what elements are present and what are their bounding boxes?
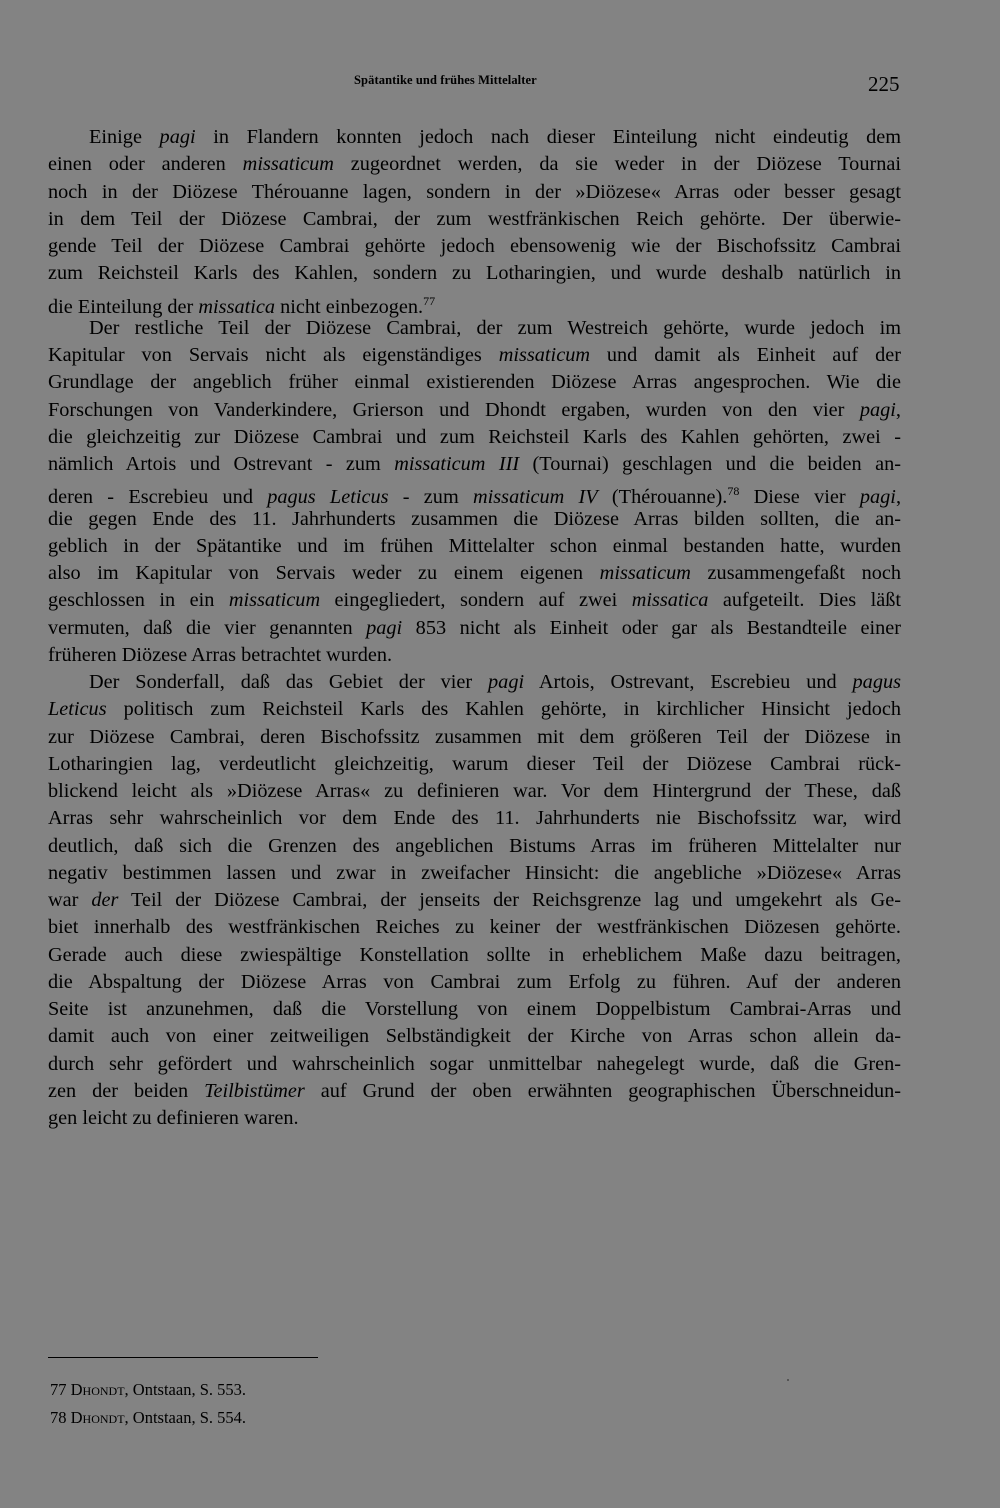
text-line bbox=[48, 315, 901, 342]
text-span: zum Reichsteil Karls des Kahlen, sondern zu Lotharingien, und wurde deshalb natürlich in bbox=[48, 262, 901, 285]
italic-term: missaticum bbox=[228, 589, 321, 612]
text-line bbox=[48, 669, 901, 696]
text-span: eingegliedert, sondern auf zwei bbox=[320, 589, 632, 612]
text-line bbox=[48, 506, 901, 533]
text-line bbox=[48, 124, 901, 151]
text-span: die Einteilung der bbox=[48, 295, 199, 318]
text-span: zugeordnet werden, da sie weder in der Diözese Tournai bbox=[333, 153, 901, 176]
italic-term: pagi bbox=[159, 126, 196, 148]
footnote-source: , Ontstaan, S. 554. bbox=[124, 1408, 247, 1427]
text-line bbox=[48, 424, 901, 451]
italic-term: pagus Leticus bbox=[267, 486, 389, 509]
footnotes bbox=[50, 1376, 246, 1432]
text-span: zusammengefaßt noch bbox=[690, 562, 902, 584]
text-span: deren - Escrebieu und bbox=[48, 486, 268, 509]
text-span: einen oder anderen bbox=[48, 153, 243, 176]
text-line bbox=[48, 860, 901, 887]
text-line bbox=[48, 696, 901, 723]
text-line bbox=[48, 533, 901, 560]
text-span: auf Grund der oben erwähnten geographischen Überschneidun- bbox=[304, 1079, 902, 1102]
italic-term: missaticum bbox=[498, 344, 590, 366]
text-line bbox=[48, 642, 901, 669]
text-span: biet innerhalb des westfränkischen Reiches zu keiner der westfränkischen Diözesen gehörte. bbox=[48, 916, 901, 939]
text-line bbox=[48, 724, 901, 751]
text-span: Seite ist anzunehmen, daß die Vorstellung von einem Doppelbistum Cambrai-Arras und bbox=[48, 998, 901, 1020]
text-line bbox=[48, 778, 901, 805]
italic-term: missatica bbox=[198, 295, 276, 318]
text-span: zur Diözese Cambrai, deren Bischofssitz zusammen mit dem größeren Teil der Diözese in bbox=[48, 725, 901, 748]
text-span: geblich in der Spätantike und im frühen Mittelalter schon einmal bestanden hatte, wurden bbox=[48, 534, 901, 557]
italic-term: pagi bbox=[859, 486, 896, 509]
footnote-author: Dhondt bbox=[70, 1408, 125, 1427]
text-span: nämlich Artois und Ostrevant - zum bbox=[48, 453, 395, 475]
text-span: 853 nicht als Einheit oder gar als Bestandteile einer bbox=[402, 616, 901, 639]
text-line bbox=[48, 996, 901, 1023]
text-line bbox=[48, 451, 901, 478]
text-span: vermuten, daß die vier genannten bbox=[48, 616, 367, 639]
text-span: , bbox=[895, 398, 901, 421]
italic-term: missatica bbox=[631, 589, 709, 612]
footnote-ref: 78 bbox=[727, 484, 740, 499]
text-span: früheren Diözese Arras betrachtet wurden. bbox=[48, 643, 393, 666]
italic-term: pagus bbox=[852, 671, 901, 693]
footnote-number: 78 bbox=[50, 1408, 67, 1427]
text-line bbox=[48, 587, 901, 614]
text-span: in dem Teil der Diözese Cambrai, der zum westfränkischen Reich gehörte. Der überwie- bbox=[48, 207, 901, 230]
text-span: - zum bbox=[388, 486, 473, 509]
text-line bbox=[48, 969, 901, 996]
italic-term: Teilbistümer bbox=[204, 1079, 305, 1102]
italic-term: pagi bbox=[859, 398, 896, 421]
text-span: Arras sehr wahrscheinlich vor dem Ende des 11. Jahrhunderts nie Bischofssitz war, wird bbox=[48, 807, 901, 830]
footnote-source: , Ontstaan, S. 553. bbox=[124, 1380, 247, 1399]
italic-term: Leticus bbox=[48, 698, 107, 721]
text-line bbox=[48, 151, 901, 178]
footnote bbox=[50, 1404, 246, 1432]
text-span: also im Kapitular von Servais weder zu einem eigenen bbox=[48, 562, 600, 584]
italic-term: pagi bbox=[366, 616, 403, 639]
text-span: die Abspaltung der Diözese Arras von Cambrai zum Erfolg zu führen. Auf der anderen bbox=[48, 970, 901, 993]
text-span: gende Teil der Diözese Cambrai gehörte jedoch ebensowenig wie der Bischofssitz Cambrai bbox=[48, 235, 901, 257]
text-span: Teil der Diözese Cambrai, der jenseits der Reichsgrenze lag und umgekehrt als Ge- bbox=[118, 889, 901, 911]
text-line bbox=[48, 260, 901, 287]
text-span: Der restliche Teil der Diözese Cambrai, der zum Westreich gehörte, wurde jedoch im bbox=[89, 316, 901, 339]
italic-term: missaticum bbox=[599, 562, 691, 584]
italic-term: der bbox=[91, 889, 119, 911]
text-span: aufgeteilt. Dies läßt bbox=[708, 589, 901, 612]
running-title: Spätantike und frühes Mittelalter bbox=[354, 73, 537, 87]
text-line bbox=[48, 1078, 901, 1105]
text-span: nicht einbezogen. bbox=[275, 295, 424, 318]
text-line bbox=[48, 560, 901, 587]
italic-term: missaticum IV bbox=[473, 486, 598, 509]
text-span: Diese vier bbox=[739, 486, 860, 509]
text-span: die gleichzeitig zur Diözese Cambrai und zum Reichsteil Karls des Kahlen gehörten, zwei - bbox=[48, 425, 901, 448]
text-span: Forschungen von Vanderkindere, Grierson und Dhondt ergaben, wurden von den vier bbox=[48, 398, 860, 421]
text-line bbox=[48, 805, 901, 832]
text-span: (Tournai) geschlagen und die beiden an- bbox=[519, 453, 901, 475]
text-line bbox=[48, 615, 901, 642]
footnote-divider bbox=[48, 1357, 318, 1358]
text-span: blickend leicht als »Diözese Arras« zu definieren war. Vor dem Hintergrund der These, daß bbox=[48, 780, 901, 802]
text-span: Einige bbox=[89, 126, 160, 148]
text-line bbox=[48, 887, 901, 914]
footnote-ref: 77 bbox=[423, 293, 436, 308]
footnote-number: 77 bbox=[50, 1380, 67, 1399]
text-line bbox=[48, 751, 901, 778]
text-span: , bbox=[895, 486, 902, 509]
text-line bbox=[48, 1105, 901, 1132]
text-line bbox=[48, 233, 901, 260]
text-span: gen leicht zu definieren waren. bbox=[48, 1107, 299, 1129]
text-span: geschlossen in ein bbox=[48, 589, 229, 612]
text-span: zen der beiden bbox=[48, 1079, 205, 1102]
text-line bbox=[48, 1051, 901, 1078]
text-span: (Thérouanne). bbox=[597, 486, 728, 509]
text-span: damit auch von einer zeitweiligen Selbständigkeit der Kirche von Arras schon allein da- bbox=[48, 1025, 901, 1048]
text-span: noch in der Diözese Thérouanne lagen, sondern in der »Diözese« Arras oder besser gesagt bbox=[48, 180, 901, 203]
text-line bbox=[48, 342, 901, 369]
text-line bbox=[48, 288, 901, 318]
text-span: Grundlage der angeblich früher einmal existierenden Diözese Arras angesprochen. Wie die bbox=[48, 371, 901, 394]
text-span: in Flandern konnten jedoch nach dieser Einteilung nicht eindeutig dem bbox=[195, 126, 901, 148]
text-span: Artois, Ostrevant, Escrebieu und bbox=[524, 671, 853, 693]
text-span: deutlich, daß sich die Grenzen des angeblichen Bistums Arras im früheren Mittelalter nur bbox=[48, 834, 901, 857]
text-line bbox=[48, 397, 901, 424]
text-span: Gerade auch diese zwiespältige Konstellation sollte in erheblichem Maße dazu beitragen, bbox=[48, 943, 901, 966]
scan-speck bbox=[787, 1379, 789, 1381]
text-line bbox=[48, 369, 901, 396]
italic-term: pagi bbox=[488, 671, 525, 693]
text-line bbox=[48, 206, 901, 233]
text-line bbox=[48, 942, 901, 969]
body-text bbox=[48, 124, 901, 1132]
text-span: negativ bestimmen lassen und zwar in zweifacher Hinsicht: die angebliche »Diözese« Arras bbox=[48, 861, 901, 884]
text-span: Der Sonderfall, daß das Gebiet der vier bbox=[89, 671, 489, 693]
footnote-author: Dhondt bbox=[70, 1380, 125, 1399]
text-line bbox=[48, 914, 901, 941]
italic-term: missaticum bbox=[242, 153, 334, 176]
text-span: war bbox=[48, 889, 92, 911]
text-span: Kapitular von Servais nicht als eigenständiges bbox=[48, 344, 499, 366]
text-line bbox=[48, 833, 901, 860]
italic-term: missaticum III bbox=[394, 453, 520, 475]
text-span: Lotharingien lag, verdeutlicht gleichzeitig, warum dieser Teil der Diözese Cambrai rück- bbox=[48, 752, 901, 775]
text-line bbox=[48, 179, 901, 206]
text-line bbox=[48, 478, 902, 509]
text-line bbox=[48, 1023, 901, 1050]
text-span: politisch zum Reichsteil Karls des Kahlen gehörte, in kirchlicher Hinsicht jedoch bbox=[106, 698, 901, 721]
page-number: 225 bbox=[868, 72, 900, 96]
text-span: die gegen Ende des 11. Jahrhunderts zusammen die Diözese Arras bilden sollten, die an- bbox=[48, 507, 901, 530]
footnote bbox=[50, 1376, 246, 1404]
text-span: und damit als Einheit auf der bbox=[589, 344, 901, 366]
text-span: durch sehr gefördert und wahrscheinlich sogar unmittelbar nahegelegt wurde, daß die Gren- bbox=[48, 1052, 901, 1075]
